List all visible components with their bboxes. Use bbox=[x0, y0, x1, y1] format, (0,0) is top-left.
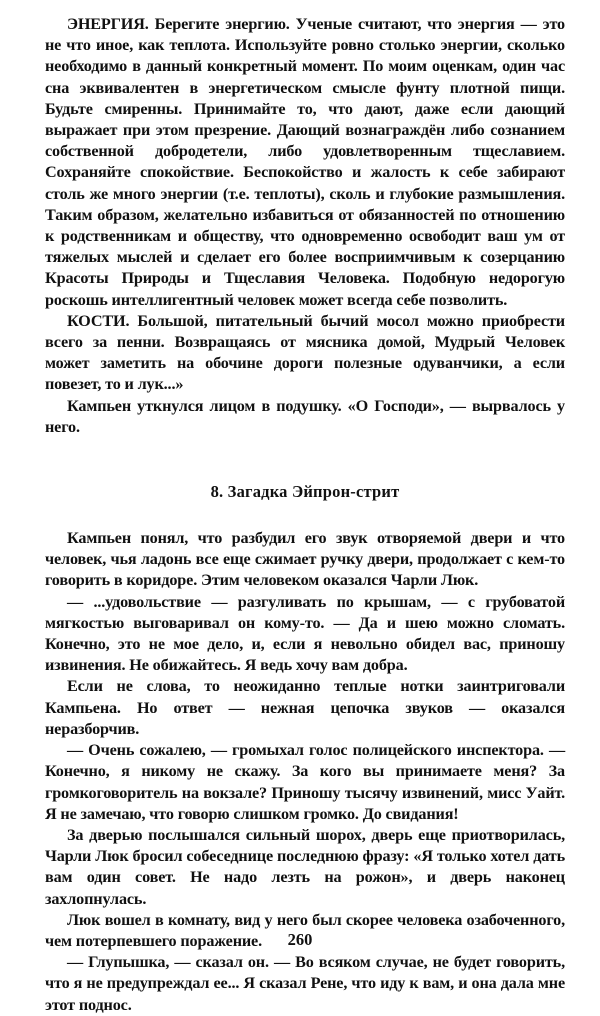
paragraph-inspector-voice: — Очень сожалею, — громыхал голос полицейского инспектора. — Конечно, я никому не скажу. За кого вы принимаете меня? За громкоговоритель на вокзале? Приношу тысячу извинений, мисс Уайт. Я не замечаю, что говорю слишком громко. До свидания! bbox=[45, 741, 565, 823]
book-page bbox=[45, 14, 565, 1016]
page-number: 260 bbox=[287, 930, 313, 949]
chapter-title: 8. Загадка Эйпрон-стрит bbox=[210, 482, 400, 502]
paragraph-door-opening: Кампьен понял, что разбудил его звук отворяемой двери и что человек, чья ладонь все еще сжимает ручку двери, продолжает с кем-то говорить в коридоре. Этим человеком оказался Чарли Люк. bbox=[45, 529, 565, 590]
paragraph-tray: — Глупышка, — сказал он. — Во всяком случае, не будет говорить, что я не предупреждал ее... Я сказал Рене, что иду к вам, и она дала мне этот поднос. bbox=[45, 953, 565, 1014]
paragraph-roofs-dialogue: — ...удовольствие — разгуливать по крышам, — с грубоватой мягкостью выговаривал он кому-то. — Да и шею можно сломать. Конечно, это не мое дело, и, если я невольно обидел вас, приношу извинения. Не обижайтесь. Я ведь хочу вам добра. bbox=[45, 592, 565, 675]
paragraph-bones: КОСТИ. Большой, питательный бычий мосол можно приобрести всего за пенни. Возвращаясь от мясника домой, Мудрый Человек может заметить на обочине дороги полезные одуванчики, а если повезет, то и лук...» bbox=[45, 311, 565, 394]
paragraph-warm-notes: Если не слова, то неожиданно теплые нотки заинтриговали Кампьена. Но ответ — нежная цепочка звуков — оказался неразборчив. bbox=[45, 677, 565, 738]
paragraph-energy: ЭНЕРГИЯ. Берегите энергию. Ученые считают, что энергия — это не что иное, как теплота. Используйте ровно столько энергии, сколько необходимо в данный конкретный момент. По моим оценкам, один час сна эквивалентен в энергетическом смысле фунту плотной пищи. Будьте смиренны. Принимайте то, что дают, даже если дающий выражает при этом презрение. Дающий вознаграждён либо сознанием собственной добродетели, либо удовлетворенным тщеславием. Сохраняйте спокойствие. Беспокойство и жалость к себе забирают столь же много энергии (т.е. теплоты), сколь и глубокие размышления. Таким образом, желательно избавиться от обязанностей по отношению к родственникам и обществу, что одновременно освободит ваш ум от тяжелых мыслей и сделает его более восприимчивым к созерцанию Красоты Природы и Тщеславия Человека. Подобную недорогую роскошь интеллигентный человек может всегда себе позволить. bbox=[45, 15, 565, 309]
paragraph-luke-enters: Люк вошел в комнату, вид у него был скорее человека озабоченного, чем потерпевшего поражение. bbox=[45, 910, 565, 950]
paragraph-campion-pillow: Кампьен уткнулся лицом в подушку. «О Господи», — вырвалось у него. bbox=[45, 396, 565, 436]
paragraph-door-closed: За дверью послышался сильный шорох, дверь еще приотворилась, Чарли Люк бросил собеседнице последнюю фразу: «Я только хотел дать вам один совет. Не надо лезть на рожон», и дверь наконец захлопнулась. bbox=[45, 825, 565, 908]
